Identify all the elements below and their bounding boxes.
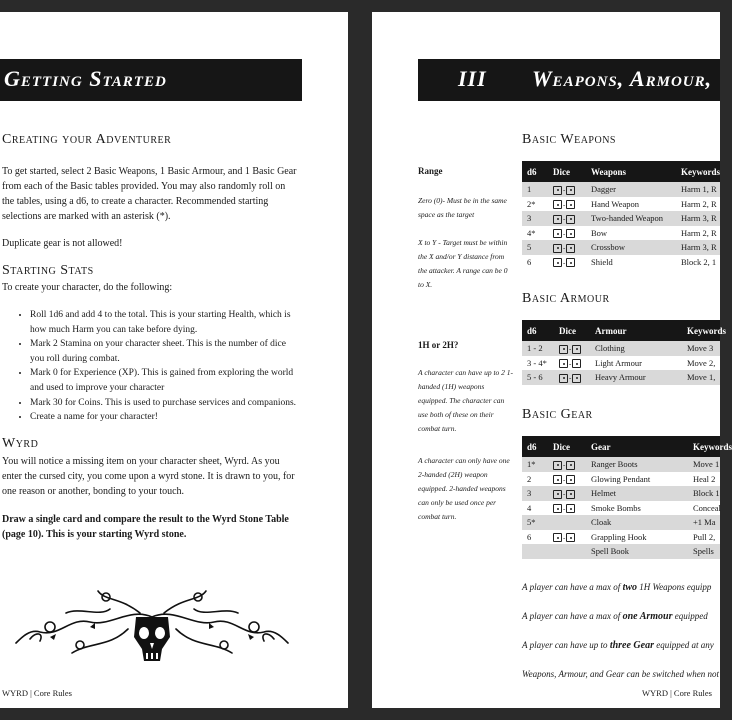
- cell-keywords: Block 2, 1: [681, 256, 717, 267]
- cell-keywords: +1 Ma: [688, 515, 720, 530]
- cell-item: Heavy Armour: [590, 370, 682, 385]
- table-row: [522, 544, 720, 559]
- cell-keywords: Harm 3, R: [676, 240, 720, 255]
- cell-item: Clothing: [590, 341, 682, 356]
- dice-icon: -: [548, 255, 586, 270]
- col-header: Gear: [586, 436, 688, 457]
- table-row: [522, 211, 720, 226]
- dice-icon: -: [548, 226, 586, 241]
- cell-d6: 6: [527, 256, 532, 267]
- cell-keywords: Move 1: [688, 457, 720, 472]
- armour-title: Basic Armour: [522, 291, 610, 306]
- cell-d6: 4: [527, 502, 532, 513]
- weapons-table: [522, 161, 720, 269]
- col-header: Keywords: [688, 436, 720, 457]
- gear-table: [522, 436, 732, 559]
- chapter-title: Weapons, Armour,: [532, 66, 713, 91]
- dice-icon: -: [548, 197, 586, 212]
- table-row: [522, 240, 720, 255]
- table-row: [522, 356, 720, 371]
- equip-note: A player can have a max of two 1H Weapons equipp: [522, 582, 712, 593]
- cell-d6: 6: [527, 531, 532, 542]
- cell-keywords: Harm 2, R: [681, 227, 717, 238]
- cell-d6: 3 - 4*: [527, 357, 547, 368]
- dice-icon: -: [548, 457, 586, 472]
- left-page: [0, 12, 348, 708]
- cell-item: Ranger Boots: [586, 457, 688, 472]
- cell-keywords: Spells: [688, 544, 720, 559]
- col-header: Weapons: [586, 161, 676, 182]
- table-row: [522, 457, 720, 472]
- dice-icon: -: [548, 472, 586, 487]
- dice-icon: -: [548, 211, 586, 226]
- list-item: • Mark 2 Stamina on your character sheet. This is the number of dice you roll during combat.: [30, 337, 298, 366]
- right-page: [372, 12, 732, 708]
- col-header: Armour: [590, 320, 682, 341]
- table-row: [522, 501, 720, 516]
- cell-item: Grappling Hook: [591, 531, 647, 542]
- cell-keywords: Harm 2, R: [681, 198, 717, 209]
- chapter-title: Getting Started: [4, 66, 167, 91]
- stats-list: [0, 308, 298, 425]
- duplicate-note: Duplicate gear is not allowed!: [2, 238, 123, 249]
- range-text-2: X to Y - Target must be within the X and/or Y distance from the attacker. A range can be 0 to X.: [418, 238, 508, 289]
- list-item: • Mark 0 for Experience (XP). This is gained from exploring the world and used to improve your character: [30, 366, 298, 395]
- equip-note: A player can have a max of one Armour equipped: [522, 611, 708, 622]
- cell-item: Dagger: [586, 182, 676, 197]
- cell-item: Spell Book: [586, 544, 688, 559]
- col-header: d6: [522, 320, 554, 341]
- cell-keywords: Block 1: [688, 486, 720, 501]
- chapter-banner: [418, 59, 720, 101]
- list-item: • Create a name for your character!: [30, 410, 298, 425]
- cell-keywords: Move 2,: [687, 357, 716, 368]
- list-item: • Mark 30 for Coins. This is used to purchase services and companions.: [30, 396, 298, 411]
- col-header: Keywords: [676, 161, 720, 182]
- col-header: d6: [522, 436, 548, 457]
- list-item: • Roll 1d6 and add 4 to the total. This is your starting Health, which is how much Harm you can take before dying.: [30, 308, 298, 337]
- table-header-row: [522, 320, 720, 341]
- dice-icon: [548, 544, 586, 559]
- cell-item: Glowing Pendant: [591, 473, 651, 484]
- hands-text-1: A character can have up to 2 1-handed (1H) weapons equipped. The character can use both of these on their combat turn.: [418, 368, 514, 433]
- table-header-row: [522, 436, 720, 457]
- hands-text-2: A character can only have one 2-handed (2H) weapon equipped. 2-handed weapons can only be used once per combat turn.: [418, 456, 510, 521]
- chapter-banner: [0, 59, 302, 101]
- dice-icon: -: [548, 486, 586, 501]
- equip-note: Weapons, Armour, and Gear can be switched when not: [522, 669, 719, 679]
- wyrd-instruction: Draw a single card and compare the result to the Wyrd Stone Table (page 10). This is your starting Wyrd stone.: [2, 514, 289, 540]
- table-row: [522, 226, 720, 241]
- dice-icon: -: [548, 501, 586, 516]
- cell-item: Two-handed Weapon: [586, 211, 676, 226]
- table-row: [522, 197, 720, 212]
- chapter-number: III: [458, 66, 487, 91]
- cell-item: Smoke Bombs: [591, 502, 641, 513]
- cell-keywords: Pull 2,: [693, 531, 716, 542]
- cell-item: Cloak: [586, 515, 688, 530]
- cell-d6: 5*: [522, 515, 548, 530]
- cell-d6: [522, 544, 548, 559]
- weapons-title: Basic Weapons: [522, 132, 616, 147]
- cell-item: Helmet: [586, 486, 688, 501]
- table-header-row: [522, 161, 720, 182]
- table-row: [522, 515, 720, 530]
- cell-d6: 1: [522, 182, 548, 197]
- cell-item: Shield: [591, 256, 613, 267]
- table-row: [522, 255, 720, 270]
- dice-icon: [548, 515, 586, 530]
- table-row: [522, 182, 720, 197]
- cell-keywords: Conceal: [693, 502, 721, 513]
- col-header: Dice: [548, 161, 586, 182]
- cell-d6: 5 - 6: [522, 370, 554, 385]
- cell-d6: 1*: [522, 457, 548, 472]
- col-header: Dice: [554, 320, 590, 341]
- cell-d6: 2: [527, 473, 532, 484]
- table-row: [522, 370, 720, 385]
- col-header: d6: [522, 161, 548, 182]
- hands-heading: 1H or 2H?: [418, 340, 459, 350]
- range-heading: Range: [418, 166, 443, 176]
- page-footer: WYRD | Core Rules: [642, 688, 712, 698]
- cell-item: Hand Weapon: [591, 198, 640, 209]
- cell-keywords: Harm 1, R: [676, 182, 720, 197]
- cell-item: Light Armour: [595, 357, 642, 368]
- dice-icon: -: [548, 240, 586, 255]
- cell-d6: 3: [522, 486, 548, 501]
- table-row: [522, 341, 720, 356]
- col-header: Dice: [548, 436, 586, 457]
- cell-d6: 3: [522, 211, 548, 226]
- dice-icon: -: [548, 182, 586, 197]
- creating-paragraph: To get started, select 2 Basic Weapons, 1 Basic Armour, and 1 Basic Gear from each of the Basic tables provided. You may also randomly roll on the tables, using a d6, to create a character. Recommended starting selections are marked with an asterisk (*).: [2, 166, 297, 222]
- page-footer: WYRD | Core Rules: [2, 688, 72, 698]
- range-text-1: Zero (0)- Must be in the same space as the target: [418, 196, 507, 219]
- section-title-wyrd: Wyrd: [2, 436, 39, 451]
- cell-d6: 4*: [527, 227, 536, 238]
- dice-icon: -: [554, 370, 590, 385]
- cell-d6: 5: [522, 240, 548, 255]
- cell-item: Bow: [591, 227, 608, 238]
- cell-keywords: Harm 3, R: [676, 211, 720, 226]
- stats-intro: To create your character, do the following:: [2, 282, 173, 293]
- ornament-vine-skull-icon: [10, 587, 294, 673]
- wyrd-paragraph: You will notice a missing item on your character sheet, Wyrd. As you enter the cursed city, you come upon a wyrd stone. It is drawn to you, for one reason or another, bonding to your touch.: [2, 456, 295, 497]
- section-title-creating: Creating your Adventurer: [2, 132, 172, 147]
- table-row: [522, 472, 720, 487]
- cell-keywords: Move 1,: [682, 370, 720, 385]
- table-row: [522, 486, 720, 501]
- table-row: [522, 530, 720, 545]
- cell-keywords: Move 3: [682, 341, 720, 356]
- armour-table: [522, 320, 726, 385]
- dice-icon: -: [554, 341, 590, 356]
- cell-d6: 1 - 2: [522, 341, 554, 356]
- dice-icon: -: [554, 356, 590, 371]
- dice-icon: -: [548, 530, 586, 545]
- equip-note: A player can have up to three Gear equipped at any: [522, 640, 714, 651]
- gear-title: Basic Gear: [522, 407, 593, 422]
- section-title-stats: Starting Stats: [2, 263, 94, 278]
- col-header: Keywords: [682, 320, 720, 341]
- cell-item: Crossbow: [586, 240, 676, 255]
- cell-d6: 2*: [527, 198, 536, 209]
- cell-keywords: Heal 2: [693, 473, 716, 484]
